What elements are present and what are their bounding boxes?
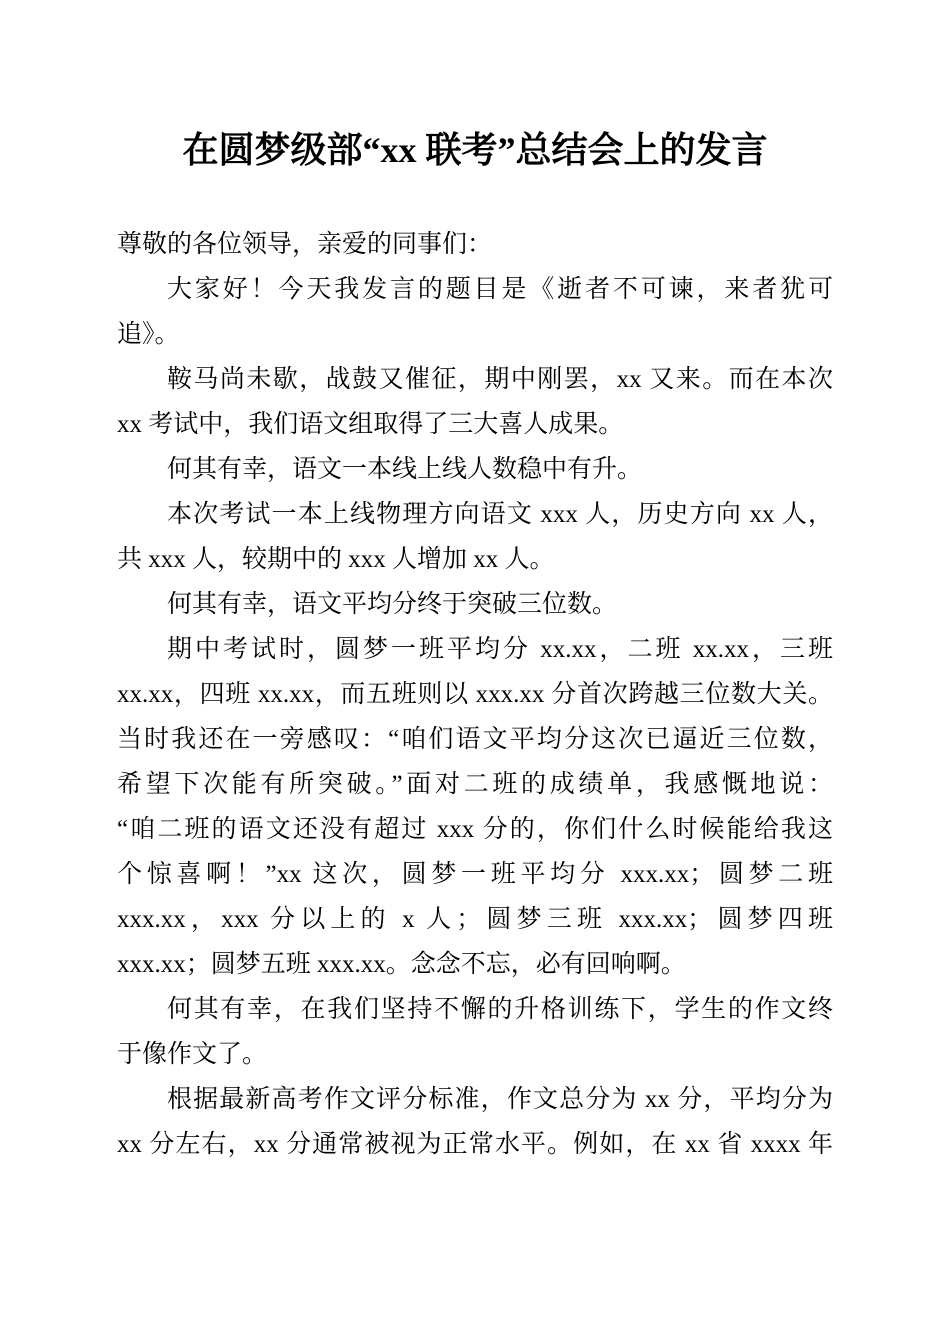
text-line: 本次考试一本上线物理方向语文 xxx 人，历史方向 xx 人， bbox=[167, 501, 833, 528]
text-line: xx 分左右，xx 分通常被视为正常水平。例如，在 xx 省 xxxx 年 bbox=[117, 1131, 833, 1158]
text-line: 何其有幸，在我们坚持不懈的升格训练下，学生的作文终 bbox=[167, 996, 833, 1023]
text-line: 何其有幸，语文一本线上线人数稳中有升。 bbox=[167, 456, 643, 483]
text-line: xx 考试中，我们语文组取得了三大喜人成果。 bbox=[117, 411, 624, 438]
text-line: 当时我还在一旁感叹：“咱们语文平均分这次已逼近三位数， bbox=[117, 726, 833, 753]
text-line: “咱二班的语文还没有超过 xxx 分的，你们什么时候能给我这 bbox=[117, 816, 833, 843]
text-line: xx.xx，四班 xx.xx，而五班则以 xxx.xx 分首次跨越三位数大关。 bbox=[117, 681, 833, 708]
text-line: xxx.xx；圆梦五班 xxx.xx。念念不忘，必有回响啊。 bbox=[117, 951, 686, 978]
text-line: 于像作文了。 bbox=[117, 1041, 268, 1068]
text-line: 追》。 bbox=[117, 321, 180, 348]
document-body bbox=[117, 222, 833, 1167]
text-line: 尊敬的各位领导，亲爱的同事们： bbox=[117, 231, 493, 258]
text-line: 鞍马尚未歇，战鼓又催征，期中刚罢，xx 又来。而在本次 bbox=[167, 366, 833, 393]
text-line: 个惊喜啊！”xx 这次，圆梦一班平均分 xxx.xx；圆梦二班 bbox=[117, 861, 833, 888]
text-line: 大家好！今天我发言的题目是《逝者不可谏，来者犹可 bbox=[167, 276, 833, 303]
text-line: 希望下次能有所突破。”面对二班的成绩单，我感慨地说： bbox=[117, 771, 833, 798]
text-line: 期中考试时，圆梦一班平均分 xx.xx，二班 xx.xx，三班 bbox=[167, 636, 833, 663]
text-line: xxx.xx，xxx 分以上的 x 人；圆梦三班 xxx.xx；圆梦四班 bbox=[117, 906, 833, 933]
text-line: 何其有幸，语文平均分终于突破三位数。 bbox=[167, 591, 618, 618]
text-line: 根据最新高考作文评分标准，作文总分为 xx 分，平均分为 bbox=[167, 1086, 833, 1113]
text-line: 共 xxx 人，较期中的 xxx 人增加 xx 人。 bbox=[117, 546, 555, 573]
document-title: 在圆梦级部“xx 联考”总结会上的发言 bbox=[182, 130, 768, 170]
